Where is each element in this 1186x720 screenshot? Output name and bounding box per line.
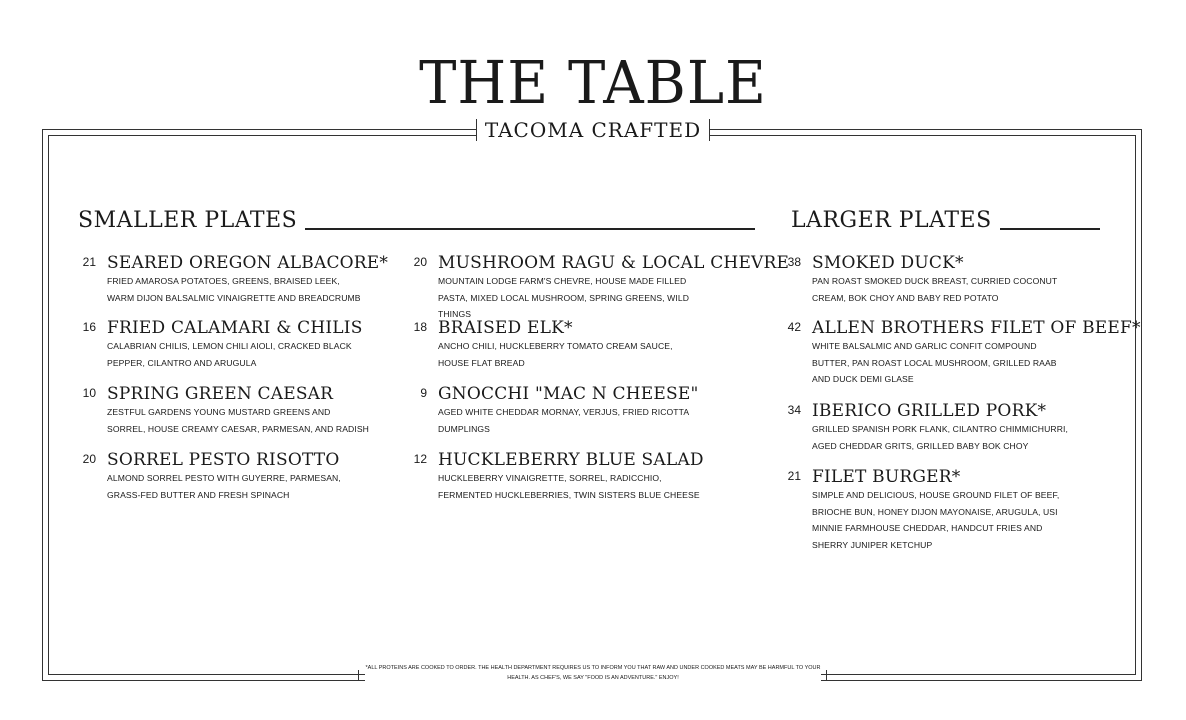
restaurant-title: THE TABLE <box>419 49 767 118</box>
footer-divider-left <box>358 670 359 680</box>
item-price: 10 <box>82 386 96 400</box>
item-description: SIMPLE AND DELICIOUS, HOUSE GROUND FILET OF BEEF, BRIOCHE BUN, HONEY DIJON MAYONAISE, ARUGULA, USI MINNIE FARMHOUSE CHEDDAR, HANDCUT FRIES AND SHERRY JUNIPER KETCHUP <box>812 490 1060 550</box>
item-name: SORREL PESTO RISOTTO <box>107 450 340 470</box>
item-description: AGED WHITE CHEDDAR MORNAY, VERJUS, FRIED RICOTTA DUMPLINGS <box>438 407 689 434</box>
restaurant-subtitle: TACOMA CRAFTED <box>476 119 710 141</box>
subtitle-wrap <box>0 119 1186 142</box>
item-name: IBERICO GRILLED PORK* <box>812 401 1047 421</box>
item-name: SPRING GREEN CAESAR <box>107 384 334 404</box>
item-description: ANCHO CHILI, HUCKLEBERRY TOMATO CREAM SAUCE, HOUSE FLAT BREAD <box>438 341 673 368</box>
item-price: 21 <box>82 255 96 269</box>
smaller-plates-rule <box>258 228 755 230</box>
item-price: 42 <box>787 320 801 334</box>
item-name: SEARED OREGON ALBACORE* <box>107 253 389 273</box>
item-price: 16 <box>82 320 96 334</box>
item-name: FRIED CALAMARI & CHILIS <box>107 318 363 338</box>
item-name: FILET BURGER* <box>812 467 961 487</box>
section-heading-larger-plates: LARGER PLATES <box>791 208 1000 234</box>
item-description: FRIED AMAROSA POTATOES, GREENS, BRAISED LEEK, WARM DIJON BALSALMIC VINAIGRETTE AND BREADCRUMB <box>107 276 361 303</box>
item-description: ZESTFUL GARDENS YOUNG MUSTARD GREENS AND SORREL, HOUSE CREAMY CAESAR, PARMESAN, AND RADISH <box>107 407 369 434</box>
item-price: 34 <box>787 403 801 417</box>
item-name: ALLEN BROTHERS FILET OF BEEF* <box>812 318 1141 338</box>
item-description: GRILLED SPANISH PORK FLANK, CILANTRO CHIMMICHURRI, AGED CHEDDAR GRITS, GRILLED BABY BOK CHOY <box>812 424 1069 451</box>
item-name: MUSHROOM RAGU & LOCAL CHEVRE <box>438 253 790 273</box>
item-description: MOUNTAIN LODGE FARM'S CHEVRE, HOUSE MADE FILLED PASTA, MIXED LOCAL MUSHROOM, SPRING GREENS, WILD THINGS <box>438 276 690 319</box>
item-description: HUCKLEBERRY VINAIGRETTE, SORREL, RADICCHIO, FERMENTED HUCKLEBERRIES, TWIN SISTERS BLUE CHEESE <box>438 473 700 500</box>
section-heading-smaller-plates: SMALLER PLATES <box>78 208 305 234</box>
item-price: 12 <box>413 452 427 466</box>
item-description: ALMOND SORREL PESTO WITH GUYERRE, PARMESAN, GRASS-FED BUTTER AND FRESH SPINACH <box>107 473 341 500</box>
item-description: WHITE BALSALMIC AND GARLIC CONFIT COMPOUND BUTTER, PAN ROAST LOCAL MUSHROOM, GRILLED RAAB AND DUCK DEMI GLASE <box>812 341 1057 384</box>
health-disclaimer: *ALL PROTEINS ARE COOKED TO ORDER. THE HEALTH DEPARTMENT REQUIRES US TO INFORM YOU THAT RAW AND UNDER COOKED MEATS MAY BE HARMFUL TO YOUR HEALTH. AS CHEF'S, WE SAY "FOOD IS AN ADVENTURE." ENJOY! <box>365 665 821 681</box>
item-name: HUCKLEBERRY BLUE SALAD <box>438 450 704 470</box>
footer-divider-right <box>826 670 827 680</box>
item-name: GNOCCHI "MAC N CHEESE" <box>438 384 699 404</box>
item-price: 38 <box>787 255 801 269</box>
item-name: SMOKED DUCK* <box>812 253 964 273</box>
item-description: PAN ROAST SMOKED DUCK BREAST, CURRIED COCONUT CREAM, BOK CHOY AND BABY RED POTATO <box>812 276 1058 303</box>
item-name: BRAISED ELK* <box>438 318 573 338</box>
item-price: 18 <box>413 320 427 334</box>
item-price: 21 <box>787 469 801 483</box>
item-description: CALABRIAN CHILIS, LEMON CHILI AIOLI, CRACKED BLACK PEPPER, CILANTRO AND ARUGULA <box>107 341 352 368</box>
item-price: 20 <box>82 452 96 466</box>
item-price: 9 <box>420 386 427 400</box>
item-price: 20 <box>413 255 427 269</box>
